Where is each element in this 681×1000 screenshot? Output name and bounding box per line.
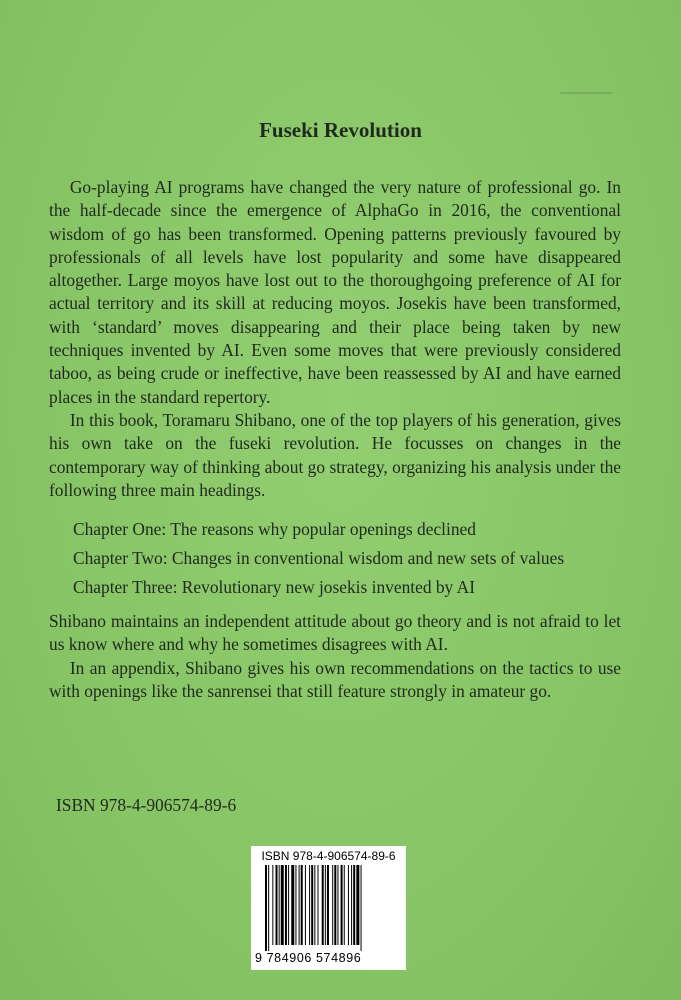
barcode-bar: [301, 865, 303, 945]
barcode-bar: [291, 865, 294, 945]
barcode-bar: [288, 865, 289, 945]
paragraph-attitude: Shibano maintains an independent attitude about go theory and is not afraid to let us know where and why he sometimes disagrees with AI.: [49, 611, 621, 655]
barcode-label: ISBN 978-4-906574-89-6: [261, 849, 396, 863]
paragraph-author: In this book, Toramaru Shibano, one of the top players of his generation, gives his own take on the fuseki revolution. He focusses on changes in the contemporary way of thinking about go strategy, organizing his analysis under the following three main headings.: [49, 409, 621, 500]
scratch-mark: [560, 92, 612, 94]
chapter-item: Chapter Three: Revolutionary new josekis invented by AI: [73, 577, 475, 598]
barcode-bar: [265, 865, 267, 951]
chapter-item: Chapter Two: Changes in conventional wisdom and new sets of values: [73, 548, 565, 569]
isbn-number: ISBN 978-4-906574-89-6: [56, 795, 237, 815]
barcode-bar: [305, 865, 306, 945]
barcode: [251, 846, 406, 970]
barcode-bar: [361, 865, 362, 951]
barcode-bar: [325, 865, 326, 945]
barcode-bar: [318, 865, 319, 945]
barcode-bar: [299, 865, 300, 945]
barcode-bar: [279, 865, 280, 945]
chapter-item: Chapter One: The reasons why popular openings declined: [73, 519, 476, 540]
barcode-bar: [356, 865, 359, 945]
barcode-bar: [353, 865, 355, 945]
barcode-bar: [348, 865, 349, 945]
barcode-bar: [285, 865, 287, 945]
barcode-bar: [314, 865, 315, 945]
barcode-bar: [332, 865, 333, 945]
barcode-bar: [344, 865, 345, 945]
barcode-bar: [334, 865, 336, 945]
barcode-bar: [322, 865, 324, 945]
book-title: Fuseki Revolution: [259, 118, 422, 142]
barcode-bar: [311, 865, 313, 945]
barcode-bar: [309, 865, 310, 945]
barcode-bar: [327, 865, 329, 945]
barcode-bars: [251, 865, 406, 951]
paragraph-intro: Go-playing AI programs have changed the very nature of professional go. In the half-decade since the emergence of AlphaGo in 2016, the conventional wisdom of go has been transformed. Opening patterns previously favoured by professionals of all levels have lost popularity and some have disappeared altogether. Large moyos have lost out to the thoroughgoing preference of AI for actual territory and its skill at reducing moyos. Josekis have been transformed, with ‘standard’ moves disappearing and their place being taken by new techniques invented by AI. Even some moves that were previously considered taboo, as being crude or ineffective, have been reassessed by AI and have earned places in the standard repertory.: [49, 177, 621, 407]
barcode-bar: [337, 865, 338, 945]
barcode-bar: [351, 865, 352, 945]
barcode-bar: [268, 865, 269, 951]
chapter-list: [49, 518, 621, 598]
barcode-bar: [276, 865, 278, 945]
paragraph-appendix: In an appendix, Shibano gives his own recommendations on the tactics to use with openings like the sanrensei that still feature strongly in amateur go.: [49, 657, 621, 702]
barcode-bar: [272, 865, 273, 945]
description: [49, 176, 621, 703]
barcode-digits: 9 784906 574896: [255, 951, 362, 965]
barcode-bar: [295, 865, 296, 945]
barcode-bar: [281, 865, 284, 945]
barcode-bar: [341, 865, 343, 945]
